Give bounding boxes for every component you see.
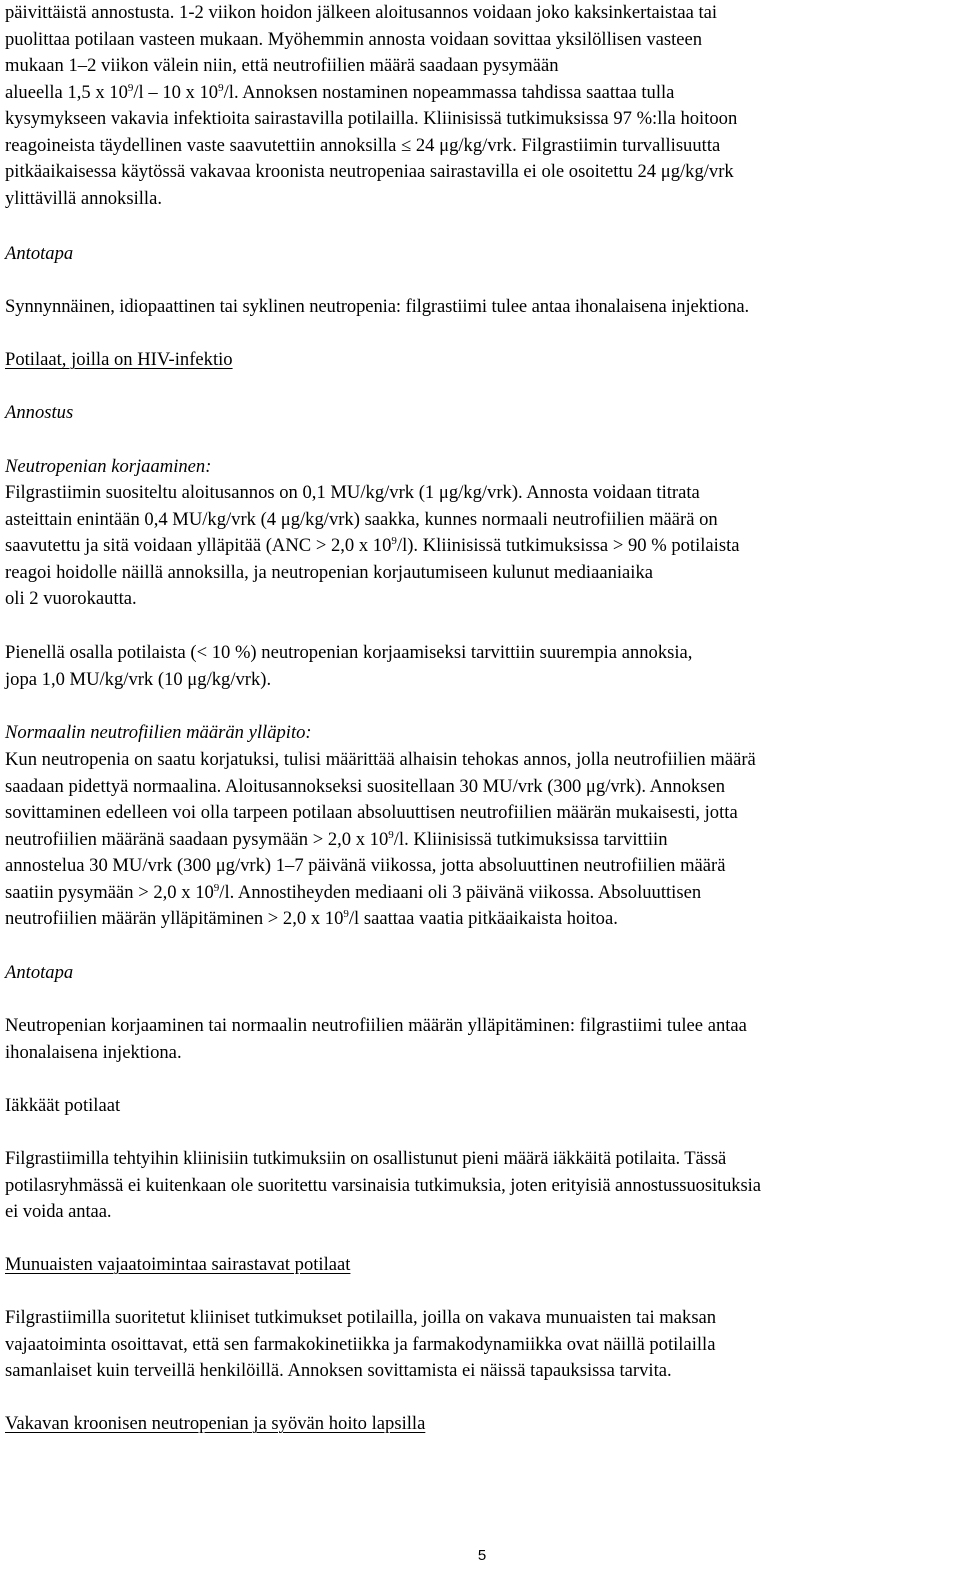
paragraph-dose-adjustment — [5, 0, 955, 212]
text-line: vajaatoiminta osoittavat, että sen farmakokinetiikka ja farmakodynamiikka ovat näillä potilailla — [5, 1333, 716, 1355]
paragraph-hiv-dosing — [5, 480, 955, 613]
paragraph-maintenance — [5, 747, 955, 933]
text-line: Filgrastiimilla suoritetut kliiniset tutkimukset potilailla, joilla on vakava munuaisten tai maksan — [5, 1307, 717, 1328]
subheading-annostus: Annostus — [5, 402, 74, 423]
text-line: puolittaa potilaan vasteen mukaan. Myöhemmin annosta voidaan sovittaa yksilöllisen vasteen — [5, 28, 703, 50]
text-line: annostelua 30 MU/vrk (300 μg/vrk) 1–7 päivänä viikossa, jotta absoluuttinen neutrofiilien määrä — [5, 855, 726, 876]
text-line: ei voida antaa. — [5, 1201, 112, 1222]
text-line: neutrofiilien määrän ylläpitäminen > 2,0 x $10^9/l$ saattaa vaatia pitkäaikaista hoitoa. — [5, 908, 618, 929]
text-line: neutrofiilien määränä saadaan pysymään > 2,0 x $10^9/l$. Kliinisissä tutkimuksissa tarvittiin — [5, 828, 668, 850]
text-line: päivittäistä annostusta. 1-2 viikon hoidon jälkeen aloitusannos voidaan joko kaksinkertaistaa tai — [5, 2, 718, 23]
subheading-antotapa: Antotapa — [5, 243, 74, 264]
text-line: oli 2 vuorokautta. — [5, 588, 137, 609]
text-line: samanlaiset kuin terveillä henkilöillä. Annoksen sovittamista ei näissä tapauksissa tarvita. — [5, 1360, 672, 1381]
text-line: Neutropenian korjaaminen tai normaalin neutrofiilien määrän ylläpitäminen: filgrastiimi tulee antaa — [5, 1015, 747, 1036]
text-line: saatiin pysymään > 2,0 x $10^9/l$. Annostiheyden mediaani oli 3 päivänä viikossa. Absoluuttisen — [5, 881, 702, 903]
paragraph-administration-hiv — [5, 1013, 955, 1066]
text-line: Kun neutropenia on saatu korjatuksi, tulisi määrittää alhaisin tehokas annos, jolla neutrofiilien määrä — [5, 749, 756, 770]
text-line: sovittaminen edelleen voi olla tarpeen potilaan absoluuttisen neutrofiilien määrän mukaisesti, jotta — [5, 802, 738, 823]
section-heading-children: Vakavan kroonisen neutropenian ja syövän hoito lapsilla — [5, 1413, 426, 1434]
paragraph-renal — [5, 1305, 955, 1385]
paragraph-higher-doses — [5, 640, 955, 693]
text-line: alueella 1,5 x $10^9/l - 10$ x $10^9/l$. Annoksen nostaminen nopeammassa tahdissa saattaa tulla — [5, 81, 675, 103]
text-line: saadaan pidettyä normaalina. Aloitusannokseksi suositellaan 30 MU/vrk (300 μg/vrk). Annoksen — [5, 775, 726, 797]
text-line: ihonalaisena injektiona. — [5, 1041, 182, 1063]
text-line: pitkäaikaisessa käytössä vakavaa kroonista neutropeniaa sairastavilla ei ole osoitettu 24 μg/kg/vrk — [5, 161, 734, 182]
text-line: asteittain enintään 0,4 MU/kg/vrk (4 μg/kg/vrk) saakka, kunnes normaali neutrofiilien määrä on — [5, 508, 718, 530]
subheading-neutropenia-correction: Neutropenian korjaaminen: — [5, 456, 212, 477]
text-line: kysymykseen vakavia infektioita sairastavilla potilailla. Kliinisissä tutkimuksissa 97 %:lla hoitoon — [5, 108, 738, 129]
text-line: reagoi hoidolle näillä annoksilla, ja neutropenian korjautumiseen kulunut mediaaniaika — [5, 561, 654, 583]
section-heading-renal: Munuaisten vajaatoimintaa sairastavat potilaat — [5, 1254, 351, 1275]
text-line: reagoineista täydellinen vaste saavutettiin annoksilla ≤ 24 μg/kg/vrk. Filgrastiimin turvallisuutta — [5, 134, 721, 156]
text-line: potilasryhmässä ei kuitenkaan ole suoritettu varsinaisia tutkimuksia, joten erityisiä annostussuosituksia — [5, 1174, 761, 1196]
text-line: mukaan 1–2 viikon välein niin, että neutrofiilien määrä saadaan pysymään — [5, 55, 559, 76]
text-line: Filgrastiimilla tehtyihin kliinisiin tutkimuksiin on osallistunut pieni määrä iäkkäitä potilaita. Tässä — [5, 1148, 727, 1169]
text-line: jopa 1,0 MU/kg/vrk (10 μg/kg/vrk). — [5, 668, 272, 690]
text-line: ylittävillä annoksilla. — [5, 187, 162, 209]
paragraph-administration: Synnynnäinen, idiopaattinen tai syklinen neutropenia: filgrastiimi tulee antaa ihonalaisena injektiona. — [5, 296, 750, 317]
text-line: Pienellä osalla potilaista (< 10 %) neutropenian korjaamiseksi tarvittiin suurempia annoksia, — [5, 642, 693, 663]
section-heading-hiv: Potilaat, joilla on HIV-infektio — [5, 349, 233, 370]
subheading-maintenance: Normaalin neutrofiilien määrän ylläpito: — [5, 722, 312, 743]
page-number: 5 — [477, 1547, 487, 1564]
section-heading-elderly: Iäkkäät potilaat — [5, 1095, 121, 1116]
paragraph-elderly — [5, 1146, 955, 1226]
text-line: Filgrastiimin suositeltu aloitusannos on 0,1 MU/kg/vrk (1 μg/kg/vrk). Annosta voidaan titrata — [5, 482, 700, 503]
subheading-antotapa: Antotapa — [5, 962, 74, 983]
text-line: saavutettu ja sitä voidaan ylläpitää (ANC > 2,0 x $10^9/l$). Kliinisissä tutkimuksissa > 90 % potilaista — [5, 535, 740, 556]
